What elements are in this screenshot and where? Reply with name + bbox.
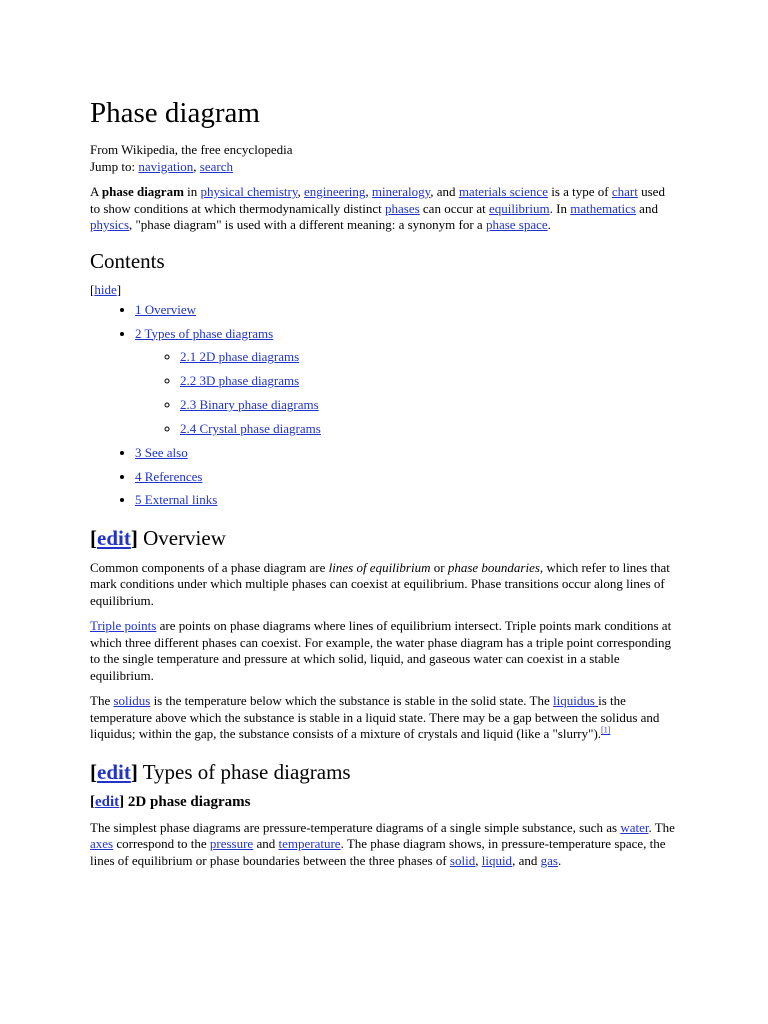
link-solid[interactable]: solid bbox=[449, 852, 476, 868]
section-heading-types: [edit] Types of phase diagrams bbox=[90, 759, 351, 784]
overview-paragraph-3: The solidus is the temperature below which the substance is stable in the solid state. The liquidus is the temperature above which the substance is stable in a liquid state. There may be a gap between the solidus and liquidus; within the gap, the substance consists of a mixture of crystals and liquid (like a "slurry").[1] bbox=[90, 693, 660, 741]
toc-link-crystal[interactable]: 2.4 Crystal phase diagrams bbox=[180, 421, 321, 436]
toc-link-binary[interactable]: 2.3 Binary phase diagrams bbox=[180, 397, 319, 412]
link-chart[interactable]: chart bbox=[611, 184, 638, 199]
toc-link-references[interactable]: 4 References bbox=[135, 468, 203, 484]
edit-overview-link[interactable]: edit bbox=[97, 525, 131, 550]
toc-link-overview[interactable]: 1 Overview bbox=[135, 302, 197, 317]
toc-item bbox=[135, 326, 678, 438]
overview-paragraph-2: Triple points are points on phase diagrams where lines of equilibrium intersect. Triple points mark conditions at which three different phases can coexist. For example, the water phase diagram has a triple point corresponding to the single temperature and pressure at which solid, liquid, and gaseous water can coexist in a stable equilibrium. bbox=[90, 618, 672, 683]
link-physics[interactable]: physics bbox=[90, 217, 129, 232]
link-pressure[interactable]: pressure bbox=[209, 836, 254, 851]
toc-link-see-also[interactable]: 3 See also bbox=[135, 445, 188, 460]
site-subtitle: From Wikipedia, the free encyclopedia bbox=[90, 142, 293, 157]
intro-term: phase diagram bbox=[101, 184, 184, 199]
jump-navigation-link[interactable]: navigation bbox=[138, 158, 194, 174]
reference-1-link[interactable]: [1] bbox=[601, 725, 611, 735]
link-physical-chemistry[interactable]: physical chemistry bbox=[200, 184, 298, 199]
link-solidus[interactable]: solidus bbox=[113, 693, 151, 708]
toc-item bbox=[180, 421, 678, 438]
link-water[interactable]: water bbox=[620, 819, 649, 835]
toc-item bbox=[180, 397, 678, 414]
edit-2d-link[interactable]: edit bbox=[95, 793, 120, 810]
intro-paragraph: A phase diagram in physical chemistry, engineering, mineralogy, and materials science is a type of chart used to show conditions at which thermodynamically distinct phases can occur at equilibrium. In mathematics and physics, "phase diagram" is used with a different meaning: a synonym for a phase space. bbox=[90, 184, 665, 232]
toc-item bbox=[135, 302, 678, 319]
toc-toggle: [hide] bbox=[90, 281, 122, 297]
link-liquidus[interactable]: liquidus bbox=[552, 693, 599, 708]
toc-link-types[interactable]: 2 Types of phase diagrams bbox=[135, 325, 274, 341]
link-phases[interactable]: phases bbox=[384, 200, 420, 216]
link-mineralogy[interactable]: mineralogy bbox=[371, 184, 431, 199]
toc-item bbox=[135, 469, 678, 486]
link-liquid[interactable]: liquid bbox=[481, 852, 513, 868]
toc-link-external[interactable]: 5 External links bbox=[135, 492, 218, 507]
link-mathematics[interactable]: mathematics bbox=[570, 200, 636, 216]
jump-to: Jump to: navigation, search bbox=[90, 158, 233, 174]
section-heading-overview: [edit] Overview bbox=[90, 525, 226, 550]
link-temperature[interactable]: temperature bbox=[278, 836, 341, 851]
jump-search-link[interactable]: search bbox=[199, 158, 233, 174]
link-axes[interactable]: axes bbox=[90, 836, 114, 851]
toc-item bbox=[135, 445, 678, 462]
toc-item bbox=[180, 349, 678, 366]
link-phase-space[interactable]: phase space bbox=[485, 217, 548, 232]
link-triple-points[interactable]: Triple points bbox=[90, 618, 157, 633]
toc-item bbox=[180, 373, 678, 390]
overview-paragraph-1: Common components of a phase diagram are lines of equilibrium or phase boundaries, which refer to lines that mark conditions under which multiple phases can coexist at equilibrium. Phase transitions occur along lines of equilibrium. bbox=[90, 559, 670, 608]
edit-types-link[interactable]: edit bbox=[97, 759, 131, 784]
toc-item bbox=[135, 492, 678, 509]
table-of-contents bbox=[90, 302, 678, 509]
link-materials-science[interactable]: materials science bbox=[458, 184, 548, 199]
toc-hide-link[interactable]: hide bbox=[94, 281, 117, 297]
page-title: Phase diagram bbox=[90, 97, 260, 129]
types-paragraph-1: The simplest phase diagrams are pressure-temperature diagrams of a single simple substance, such as water. The axes correspond to the pressure and temperature. The phase diagram shows, in pressure-temperature space, the lines of equilibrium or phase boundaries between the three phases of solid, liquid, and gas. bbox=[90, 819, 675, 868]
link-engineering[interactable]: engineering bbox=[304, 184, 366, 199]
link-gas[interactable]: gas bbox=[540, 852, 558, 868]
contents-heading: Contents bbox=[90, 248, 165, 273]
toc-sublist bbox=[135, 349, 678, 438]
toc-link-3d[interactable]: 2.2 3D phase diagrams bbox=[180, 373, 300, 388]
link-equilibrium[interactable]: equilibrium bbox=[488, 200, 550, 216]
subsection-heading-2d: [edit] 2D phase diagrams bbox=[90, 793, 251, 810]
toc-link-2d[interactable]: 2.1 2D phase diagrams bbox=[180, 349, 300, 364]
